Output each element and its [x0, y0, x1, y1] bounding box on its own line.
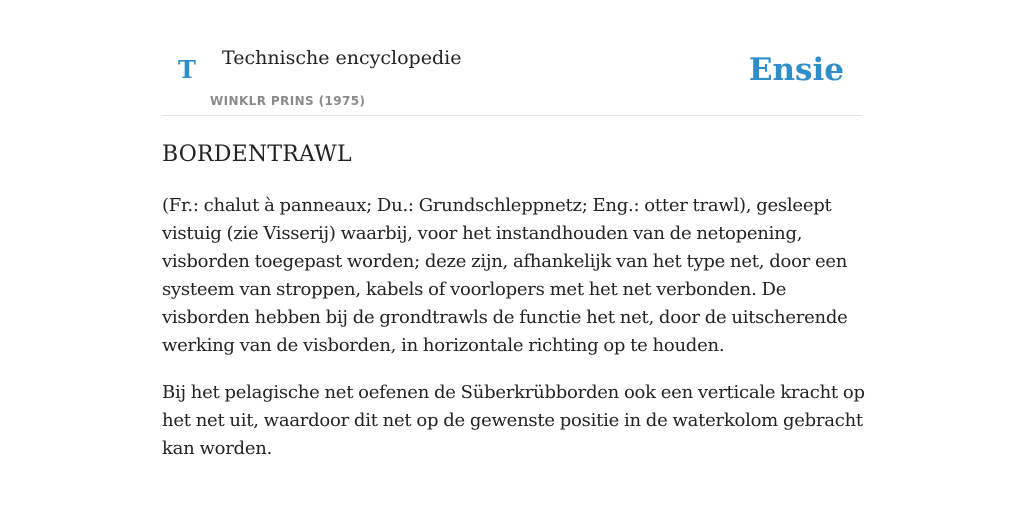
- article-body: [162, 192, 866, 482]
- header: [162, 0, 862, 116]
- site-title[interactable]: Technische encyclopedie: [222, 47, 462, 69]
- ensie-logo[interactable]: Ensie: [748, 52, 844, 88]
- encyclopedia-logo[interactable]: T: [178, 55, 196, 84]
- source-subtitle: WINKLR PRINS (1975): [210, 94, 366, 108]
- article-headword: BORDENTRAWL: [162, 142, 352, 167]
- page: [162, 0, 865, 512]
- article-paragraph: Bij het pelagische net oefenen de Süberkrübborden ook een verticale kracht op het net uit, waardoor dit net op de gewenste positie in de waterkolom gebracht kan worden.: [162, 382, 865, 459]
- article-paragraph: (Fr.: chalut à panneaux; Du.: Grundschleppnetz; Eng.: otter trawl), gesleept vistuig (zie Visserij) waarbij, voor het instandhouden van de netopening, visborden toegepast worden; deze zijn, afhankelijk van het type net, door een systeem van stroppen, kabels of voorlopers met het net verbonden. De visborden hebben bij de grondtrawls de functie het net, door de uitscherende werking van de visborden, in horizontale richting op te houden.: [162, 195, 848, 356]
